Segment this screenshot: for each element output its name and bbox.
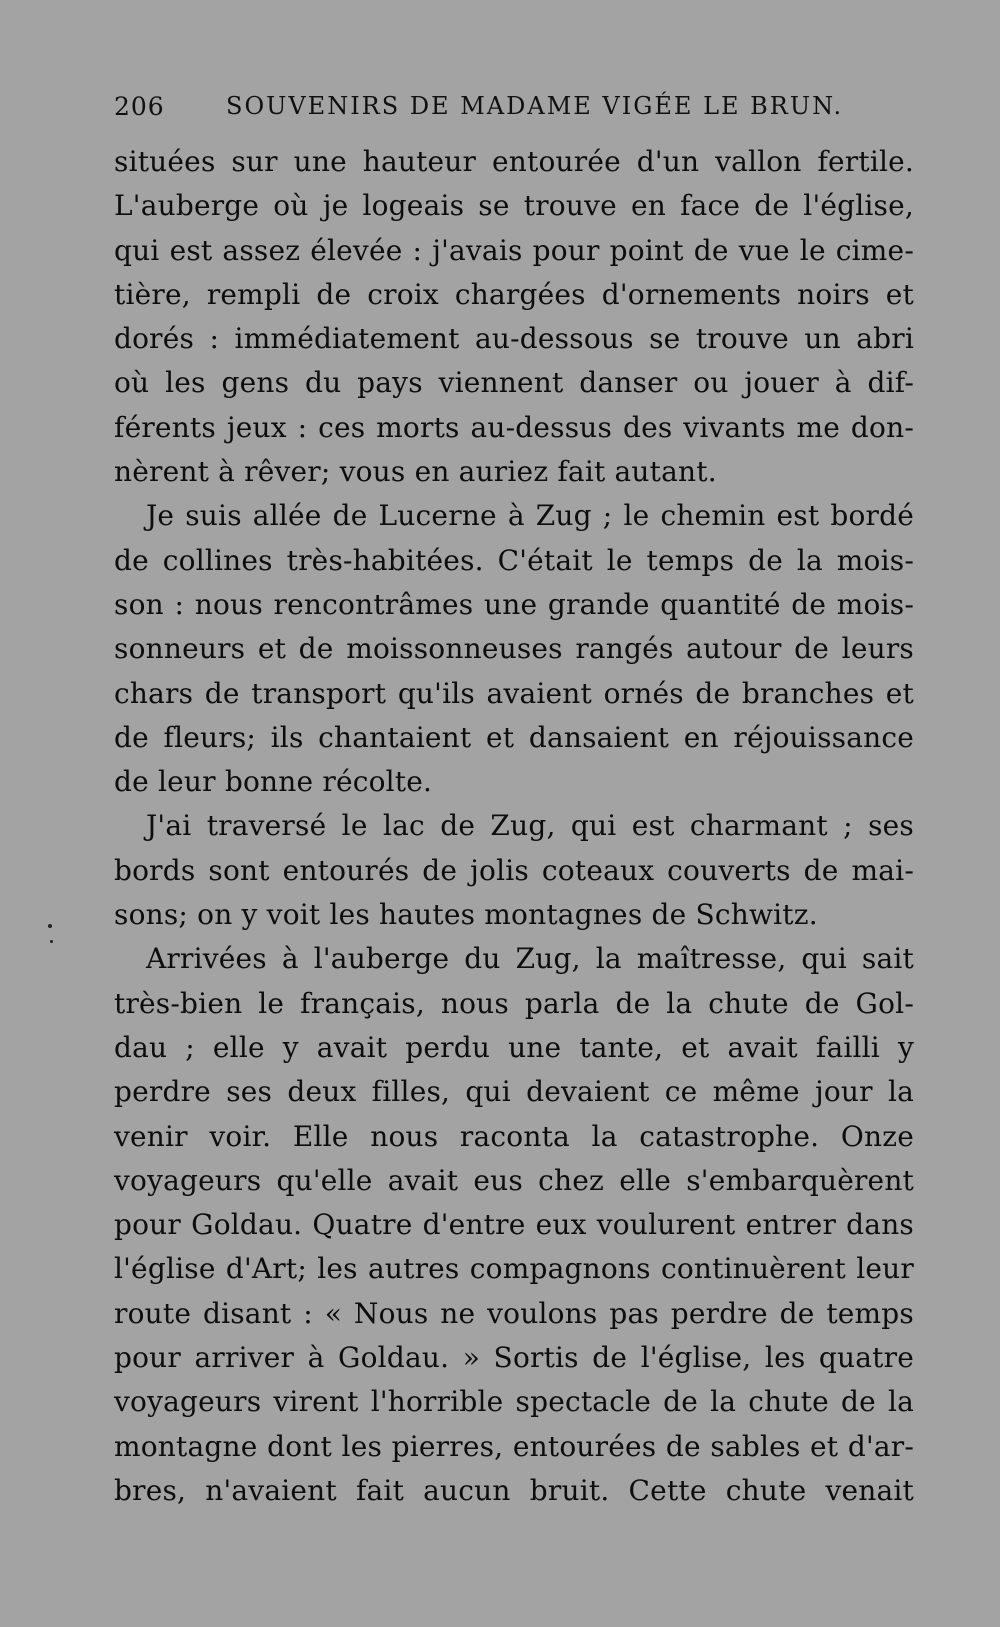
- text-line: où les gens du pays viennent danser ou jouer à dif-: [114, 366, 914, 400]
- text-line: route disant : « Nous ne voulons pas perdre de temps: [114, 1296, 914, 1330]
- text-line: pour arriver à Goldau. » Sortis de l'église, les quatre: [114, 1341, 914, 1375]
- running-head: SOUVENIRS DE MADAME VIGÉE LE BRUN.: [226, 92, 844, 120]
- text-line: perdre ses deux filles, qui devaient ce même jour la: [114, 1075, 914, 1109]
- text-line: nèrent à rêver; vous en auriez fait autant.: [114, 455, 717, 489]
- text-line: très-bien le français, nous parla de la chute de Gol-: [114, 986, 914, 1020]
- page-header: [114, 88, 914, 128]
- text-line: l'église d'Art; les autres compagnons continuèrent leur: [114, 1252, 914, 1286]
- text-line: Arrivées à l'auberge du Zug, la maîtresse, qui sait: [146, 942, 914, 976]
- text-line: qui est assez élevée : j'avais pour point de vue le cime-: [114, 233, 914, 267]
- text-line: de fleurs; ils chantaient et dansaient en réjouissance: [114, 720, 914, 754]
- text-line: voyageurs qu'elle avait eus chez elle s'embarquèrent: [114, 1163, 914, 1197]
- text-line: pour Goldau. Quatre d'entre eux voulurent entrer dans: [114, 1208, 914, 1242]
- text-line: dorés : immédiatement au-dessous se trouve un abri: [114, 322, 914, 356]
- text-line: sonneurs et de moissonneuses rangés autour de leurs: [114, 632, 914, 666]
- text-line: de collines très-habitées. C'était le temps de la mois-: [114, 543, 914, 577]
- text-line: bres, n'avaient fait aucun bruit. Cette chute venait: [114, 1473, 914, 1507]
- text-line: Je suis allée de Lucerne à Zug ; le chemin est bordé: [146, 499, 914, 533]
- text-line: montagne dont les pierres, entourées de sables et d'ar-: [114, 1429, 914, 1463]
- text-line: chars de transport qu'ils avaient ornés de branches et: [114, 676, 914, 710]
- page-number: 206: [114, 92, 165, 121]
- text-line: dau ; elle y avait perdu une tante, et avait failli y: [114, 1030, 914, 1064]
- text-line: tière, rempli de croix chargées d'ornements noirs et: [114, 277, 914, 311]
- text-line: de leur bonne récolte.: [114, 765, 433, 799]
- text-line: son : nous rencontrâmes une grande quantité de mois-: [114, 587, 914, 621]
- text-line: bords sont entourés de jolis coteaux couverts de mai-: [114, 853, 914, 887]
- text-line: venir voir. Elle nous raconta la catastrophe. Onze: [114, 1119, 914, 1153]
- text-line: sons; on y voit les hautes montagnes de Schwitz.: [114, 898, 818, 932]
- text-line: situées sur une hauteur entourée d'un vallon fertile.: [114, 145, 914, 178]
- text-line: férents jeux : ces morts au-dessus des vivants me don-: [114, 410, 914, 444]
- text-line: voyageurs virent l'horrible spectacle de la chute de la: [114, 1385, 914, 1419]
- scan-speck: [48, 924, 52, 928]
- text-line: J'ai traversé le lac de Zug, qui est charmant ; ses: [146, 809, 914, 843]
- text-line: L'auberge où je logeais se trouve en face de l'église,: [114, 189, 914, 223]
- scan-speck: [50, 940, 53, 943]
- body-text: [114, 140, 914, 1513]
